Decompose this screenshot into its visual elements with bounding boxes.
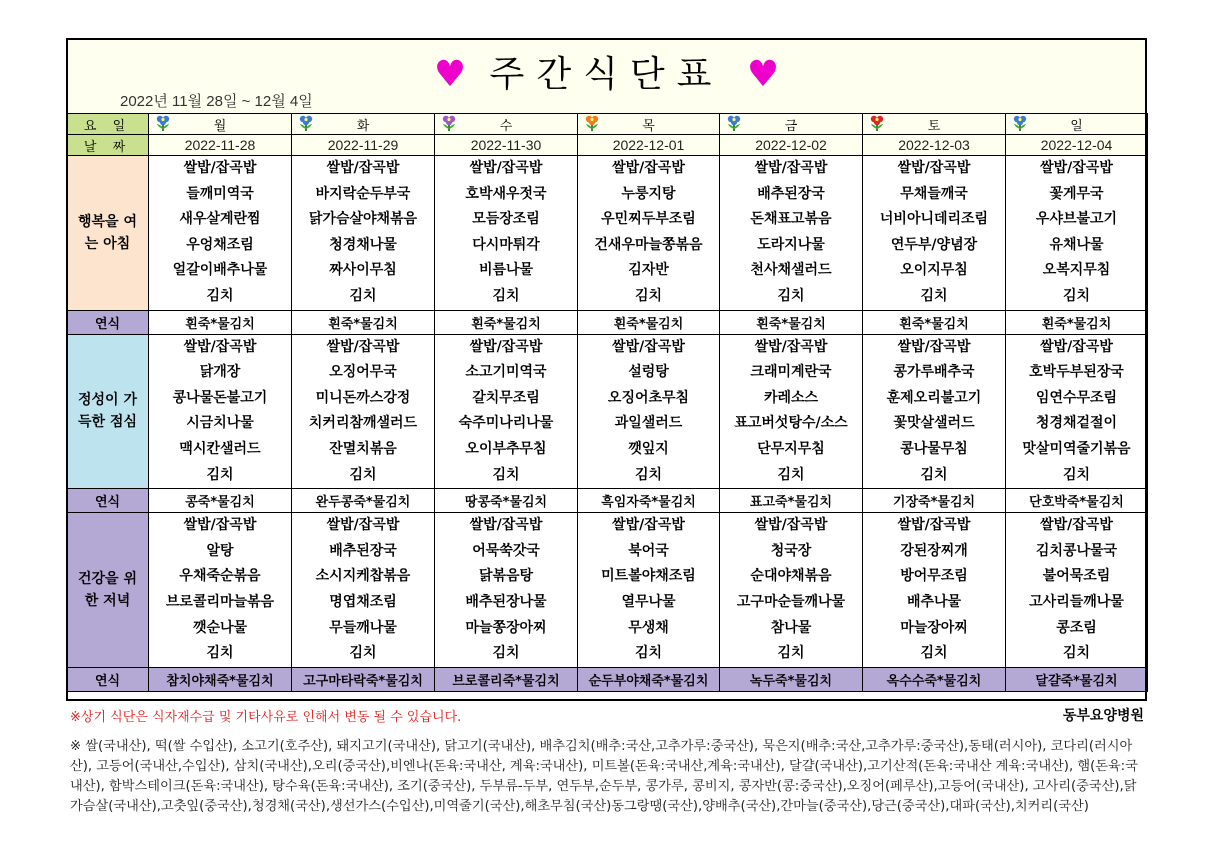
menu-item: 쌀밥/잡곡밥 [754,160,828,176]
menu-item: 연두부/양념장 [890,236,978,253]
menu-item: 배추된장국 [757,185,825,202]
menu-item: 미트볼야채조림 [601,568,696,585]
menu-item: 꽃게무국 [1049,185,1104,202]
soft-meal-item: 흰죽*물김치 [863,310,1006,334]
menu-item: 무생채 [628,619,669,636]
menu-item: 브로콜리마늘볶음 [165,593,275,610]
weekday-name: 화 [356,118,370,134]
menu-item: 모듬장조림 [472,211,540,228]
menu-item: 열무나물 [621,593,676,610]
dinner-label: 건강을 위한 저녁 [78,570,137,609]
menu-item: 김치 [777,645,805,662]
menu-item: 오이부추무침 [465,440,547,457]
menu-period: 2022년 11월 28일 ~ 12월 4일 [120,93,313,110]
dinner-day-cell [578,513,720,668]
menu-item: 짜사이무침 [329,262,397,279]
breakfast-day-cell [435,156,578,311]
soft-meal-item: 단호박죽*물김치 [1006,489,1148,513]
weekday-cell [149,114,292,135]
menu-item: 표고버섯탕수/소스 [734,415,848,432]
lunch-label-cell [67,334,149,489]
weekday-label: 요 일 [67,114,149,135]
menu-item: 유채나물 [1049,236,1104,253]
soft-meal-item: 흑임자죽*물김치 [578,489,720,513]
soft-meal-item: 달걀죽*물김치 [1006,667,1148,691]
flower-icon [1012,115,1028,132]
menu-item: 미니돈까스강정 [315,389,411,406]
menu-item: 배추나물 [906,593,962,610]
menu-item: 강된장찌개 [900,542,968,559]
date-cell [292,135,435,156]
lunch-soft-meal-row [67,489,1148,513]
title-text: 주간식단표 [489,54,724,95]
menu-item: 김치 [492,287,520,304]
weekday-cell [1006,114,1148,135]
menu-item: 숙주미나리나물 [458,415,554,432]
menu-item: 김치 [1062,466,1091,483]
menu-item: 콩가루배추국 [893,364,975,381]
menu-item: 치커리참깨샐러드 [308,415,418,432]
menu-item: 순대야채볶음 [750,568,832,585]
breakfast-day-cell [292,156,435,311]
soft-meal-item: 기장죽*물김치 [863,489,1006,513]
menu-item: 김치 [349,466,377,483]
soft-meal-item: 고구마타락죽*물김치 [292,667,435,691]
weekday-cell [578,114,720,135]
menu-item: 들깨미역국 [186,185,254,202]
breakfast-label: 행복을 여는 아침 [78,213,137,252]
menu-item: 쌀밥/잡곡밥 [469,338,543,355]
menu-item: 설렁탕 [628,364,669,381]
soft-meal-item: 콩죽*물김치 [149,489,292,513]
dinner-soft-meal-row [67,667,1148,691]
menu-item: 오징어초무침 [607,389,690,406]
weekday-name: 일 [1070,118,1083,134]
flower-icon [441,115,457,132]
origin-info: ※ 쌀(국내산), 떡(쌀 수입산), 소고기(호주산), 돼지고기(국내산), 닭고기(국내산), 배추김치(배추:국산,고추가루:중국산), 묵은지(배추:국산,고추가루:중국산),동태(러시아), 코다리(러시아산), 고등어(국내산,수입산), 삼치(국내산),오리(중국산),비엔나(돈육:국내산, 계육:국내산), 미트볼(돈육:국내산,계육:국내산), 달걀(국내산),고기산적(돈육:국내산 계육:국내산), 햄(돈육:국내산), 함박스테이크(돈육:국내산), 탕수육(돈육:국내산), 조기(중국산), 두부류-두부, 연두부,순두부, 콩가루, 콩비지, 콩자반(콩:중국산),오징어(페루산),고등어(국내산), 고사리(중국산),닭가슴살(국내산),고춧잎(중국산),청경채(국산),생선가스(수입산),미역줄기(국산),해초무침(국산)동그랑땡(국산),양배추(국산),간마늘(중국산),당근(중국산),대파(국산),치커리(국산) [70,739,1138,814]
soft-meal-item: 표고죽*물김치 [720,489,863,513]
menu-item: 김치 [777,287,805,304]
weekday-cell [435,114,578,135]
date-text: 2022-11-29 [327,136,399,153]
menu-item: 시금치나물 [186,415,254,432]
flower-icon [584,115,600,132]
dinner-day-cell [1006,513,1148,668]
menu-item: 너비아니데리조림 [879,211,989,228]
lunch-label: 정성이 가득한 점심 [78,392,137,431]
menu-item: 쌀밥/잡곡밥 [183,338,257,355]
soft-meal-item: 흰죽*물김치 [720,310,863,334]
menu-item: 바지락순두부국 [315,185,411,202]
menu-item: 깻잎지 [628,440,669,457]
menu-item: 김치 [1062,645,1091,662]
menu-item: 맥시칸샐러드 [179,440,261,457]
menu-item: 카레소스 [763,389,819,406]
hospital-name: 동부요양병원 [1062,708,1144,724]
lunch-row [67,334,1148,489]
menu-item: 김치 [206,645,234,662]
date-cell [1006,135,1148,156]
menu-item: 소시지케찹볶음 [315,568,411,585]
menu-item: 김치 [920,645,948,662]
menu-item: 마늘장아찌 [900,619,968,636]
soft-meal-item: 참치야채죽*물김치 [149,667,292,691]
menu-item: 콩나물돈불고기 [172,389,268,406]
breakfast-soft-meal-row [67,310,1148,334]
menu-item: 참나물 [770,619,812,636]
menu-item: 쌀밥/잡곡밥 [183,160,257,176]
dinner-day-cell [435,513,578,668]
date-row [67,135,1148,156]
menu-item: 크래미계란국 [750,364,832,381]
weekday-name: 토 [927,118,941,134]
menu-item: 새우살계란찜 [179,211,261,228]
menu-item: 훈제오리불고기 [886,389,982,406]
menu-item: 쌀밥/잡곡밥 [1040,517,1113,534]
date-text: 2022-11-28 [184,136,256,153]
menu-item: 김치 [920,287,948,304]
weekday-cell [863,114,1006,135]
breakfast-soft-meal-label: 연식 [67,310,149,334]
lunch-day-cell [435,334,578,489]
lunch-day-cell [149,334,292,489]
menu-item: 방어무조림 [900,568,968,585]
weekday-name: 월 [213,118,227,134]
breakfast-row [67,156,1148,311]
weekday-cell [292,114,435,135]
menu-item: 도라지나물 [757,236,825,253]
menu-item: 건새우마늘쫑볶음 [594,236,703,253]
flower-icon [726,115,742,132]
menu-item: 마늘쫑장아찌 [465,619,547,636]
breakfast-day-cell [863,156,1006,311]
menu-item: 콩나물무침 [900,440,968,457]
menu-item: 쌀밥/잡곡밥 [469,517,543,534]
menu-item: 콩조림 [1056,619,1097,636]
weekly-menu-sheet [66,38,1147,692]
weekday-name: 수 [499,118,513,134]
menu-item: 맛살미역줄기볶음 [1022,440,1131,457]
soft-meal-item: 옥수수죽*물김치 [863,667,1006,691]
menu-item: 김치 [634,645,663,662]
dinner-row [67,513,1148,668]
soft-meal-item: 순두부야채죽*물김치 [578,667,720,691]
lunch-soft-meal-label: 연식 [67,489,149,513]
menu-item: 호박두부된장국 [1029,364,1124,381]
heart-left-icon: ♥ [433,54,467,95]
menu-item: 오복지무침 [1042,262,1111,279]
flower-icon [869,115,885,132]
menu-item: 쌀밥/잡곡밥 [754,338,828,355]
lunch-day-cell [1006,334,1148,489]
menu-item: 쌀밥/잡곡밥 [612,160,685,176]
menu-item: 김자반 [628,262,669,279]
menu-item: 김치 [349,287,377,304]
breakfast-day-cell [720,156,863,311]
dinner-day-cell [149,513,292,668]
date-cell [863,135,1006,156]
menu-item: 김치 [349,645,377,662]
menu-item: 명엽채조림 [329,593,397,610]
menu-item: 배추된장나물 [465,593,547,610]
menu-item: 김치 [634,466,663,483]
date-cell [578,135,720,156]
date-cell [720,135,863,156]
menu-item: 어묵쑥갓국 [472,542,540,559]
menu-item: 무들깨나물 [329,619,397,636]
menu-item: 북어국 [628,542,669,559]
menu-item: 쌀밥/잡곡밥 [897,160,971,176]
change-notice: ※상기 식단은 식자재수급 및 기타사유로 인해서 변동 될 수 있습니다. [70,710,462,725]
soft-meal-item: 흰죽*물김치 [435,310,578,334]
heart-right-icon: ♥ [746,54,780,95]
menu-item: 김치 [492,466,520,483]
date-text: 2022-12-03 [898,136,970,153]
menu-item: 오징어무국 [329,364,397,381]
menu-item: 닭볶음탕 [478,568,534,585]
breakfast-day-cell [1006,156,1148,311]
menu-item: 닭개장 [199,364,241,381]
menu-item: 김치 [777,466,805,483]
menu-item: 고사리들깨나물 [1029,593,1124,610]
menu-item: 배추된장국 [329,542,397,559]
lunch-day-cell [578,334,720,489]
weekday-name: 금 [784,118,798,134]
menu-item: 비름나물 [478,262,534,279]
menu-item: 김치 [206,287,234,304]
breakfast-label-cell [67,156,149,311]
menu-item: 무채들깨국 [900,185,968,202]
menu-item: 청경채겉절이 [1035,415,1118,432]
menu-item: 쌀밥/잡곡밥 [326,160,400,176]
menu-item: 쌀밥/잡곡밥 [612,338,685,355]
menu-item: 우샤브불고기 [1035,211,1118,228]
menu-item: 소고기미역국 [465,364,547,381]
menu-item: 쌀밥/잡곡밥 [897,338,971,355]
date-text: 2022-12-04 [1040,136,1113,153]
menu-item: 닭가슴살야채볶음 [308,211,418,228]
menu-item: 꽃맛살샐러드 [893,415,975,432]
menu-item: 얼갈이배추나물 [172,262,268,279]
soft-meal-item: 녹두죽*물김치 [720,667,863,691]
flower-icon [298,115,314,132]
menu-item: 청국장 [770,542,812,559]
lunch-day-cell [292,334,435,489]
dinner-day-cell [863,513,1006,668]
date-text: 2022-12-02 [755,136,827,153]
menu-item: 쌀밥/잡곡밥 [326,517,400,534]
menu-item: 알탕 [206,542,234,559]
menu-item: 쌀밥/잡곡밥 [1040,160,1113,176]
menu-item: 우채죽순볶음 [179,568,261,585]
menu-item: 단무지무침 [757,440,825,457]
date-cell [435,135,578,156]
menu-item: 쌀밥/잡곡밥 [612,517,685,534]
menu-item: 쌀밥/잡곡밥 [897,517,971,534]
menu-item: 쌀밥/잡곡밥 [469,160,543,176]
menu-item: 고구마순들깨나물 [736,593,846,610]
menu-item: 깻순나물 [192,619,248,636]
menu-item: 쌀밥/잡곡밥 [754,517,828,534]
menu-item: 우민찌두부조림 [601,211,696,228]
menu-item: 청경채나물 [329,236,397,253]
menu-item: 갈치무조림 [472,389,540,406]
menu-item: 잔멸치볶음 [329,440,397,457]
lunch-day-cell [863,334,1006,489]
menu-item: 김치 [206,466,234,483]
soft-meal-item: 흰죽*물김치 [292,310,435,334]
dinner-day-cell [292,513,435,668]
menu-item: 오이지무침 [900,262,968,279]
dinner-label-cell [67,513,149,668]
weekday-cell [720,114,863,135]
date-label: 날 짜 [67,135,149,156]
lunch-day-cell [720,334,863,489]
menu-item: 천사채샐러드 [750,262,832,279]
soft-meal-item: 완두콩죽*물김치 [292,489,435,513]
menu-item: 쌀밥/잡곡밥 [1040,338,1113,355]
menu-item: 김치 [1062,287,1091,304]
menu-item: 쌀밥/잡곡밥 [183,517,257,534]
menu-item: 돈채표고볶음 [750,211,832,228]
date-text: 2022-12-01 [612,136,685,153]
weekday-row [67,114,1148,135]
menu-item: 김치콩나물국 [1035,542,1118,559]
menu-item: 쌀밥/잡곡밥 [326,338,400,355]
flower-icon [155,115,171,132]
menu-item: 김치 [920,466,948,483]
title-area [66,38,1147,113]
dinner-soft-meal-label: 연식 [67,667,149,691]
menu-table [66,113,1148,692]
soft-meal-item: 땅콩죽*물김치 [435,489,578,513]
breakfast-day-cell [149,156,292,311]
soft-meal-item: 흰죽*물김치 [149,310,292,334]
menu-item: 과일샐러드 [614,415,683,432]
menu-item: 김치 [492,645,520,662]
menu-item: 김치 [634,287,663,304]
menu-item: 임연수무조림 [1035,389,1118,406]
soft-meal-item: 흰죽*물김치 [578,310,720,334]
menu-item: 누룽지탕 [621,185,676,202]
dinner-day-cell [720,513,863,668]
soft-meal-item: 흰죽*물김치 [1006,310,1148,334]
menu-item: 호박새우젓국 [465,185,547,202]
menu-item: 우엉채조림 [186,236,254,253]
date-cell [149,135,292,156]
weekday-name: 목 [642,118,655,134]
soft-meal-item: 브로콜리죽*물김치 [435,667,578,691]
menu-item: 다시마튀각 [472,236,540,253]
menu-item: 불어묵조림 [1042,568,1111,585]
date-text: 2022-11-30 [470,136,542,153]
breakfast-day-cell [578,156,720,311]
